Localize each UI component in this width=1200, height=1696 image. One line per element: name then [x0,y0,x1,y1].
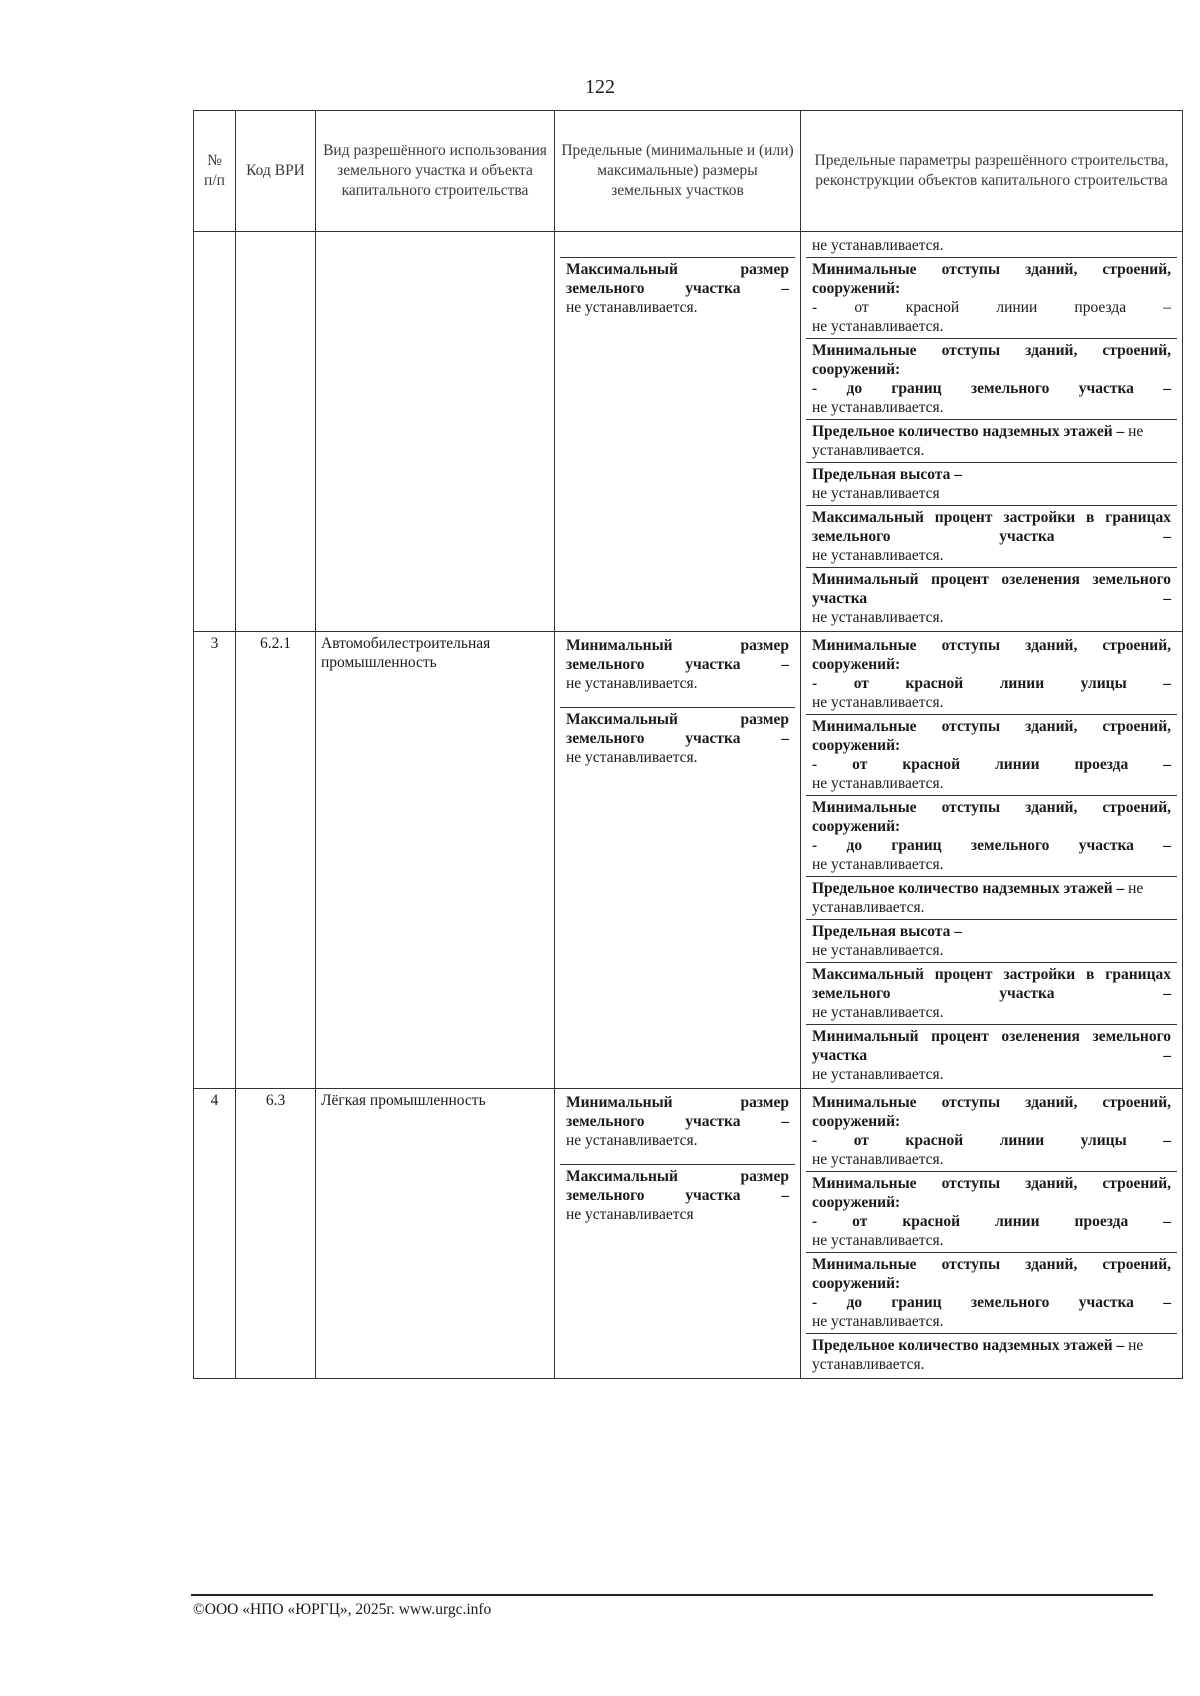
param-item: Предельное количество надземных этажей – не устанавливается. [806,876,1177,919]
regulations-table [193,110,1183,1379]
cell-plot-size [555,232,801,632]
plot-size-max: Максимальный размер земельного участка – не устанавливается. [560,707,795,769]
cell-code: 6.3 [236,1089,316,1379]
param-item: Минимальные отступы зданий, строений, сооружений: - от красной линии проезда – не устанавливается. [806,714,1177,795]
cell-plot-size [555,1089,801,1379]
footer-divider [191,1594,1153,1596]
cell-number [194,232,236,632]
param-item: Максимальный процент застройки в границах земельного участка – не устанавливается. [806,505,1177,567]
cell-number: 4 [194,1089,236,1379]
param-item: Предельное количество надземных этажей – не устанавливается. [806,419,1177,462]
page-number: 122 [585,76,615,98]
cell-build-params [801,1089,1183,1379]
param-item: Минимальный процент озеленения земельного участка – не устанавливается. [806,1024,1177,1086]
param-item: Минимальные отступы зданий, строений, сооружений: - до границ земельного участка – не устанавливается. [806,795,1177,876]
cell-name: Лёгкая промышленность [316,1089,555,1379]
table-row [194,1089,1183,1379]
cell-number: 3 [194,632,236,1089]
param-item: Предельная высота – не устанавливается. [806,919,1177,962]
param-item: Предельное количество надземных этажей – не устанавливается. [806,1333,1177,1376]
cell-name [316,232,555,632]
header-code: Код ВРИ [236,111,316,232]
param-item: Минимальные отступы зданий, строений, сооружений: - до границ земельного участка – не устанавливается. [806,338,1177,419]
plot-size-max: Максимальный размер земельного участка – не устанавливается [560,1164,795,1226]
cell-build-params [801,632,1183,1089]
header-use-type: Вид разрешённого использования земельного участка и объекта капитального строительства [316,111,555,232]
cell-code: 6.2.1 [236,632,316,1089]
table-header-row [194,111,1183,232]
header-plot-size: Предельные (минимальные и (или) максимальные) размеры земельных участков [555,111,801,232]
param-item: Минимальные отступы зданий, строений, сооружений: - от красной линии улицы – не устанавливается. [812,1094,1171,1168]
plot-size-min: Минимальный размер земельного участка – не устанавливается. [566,637,789,692]
param-item: Минимальные отступы зданий, строений, сооружений: - от красной линии проезда – не устанавливается. [806,257,1177,338]
cell-name: Автомобилестроительная промышленность [316,632,555,1089]
plot-size-min: Минимальный размер земельного участка – не устанавливается. [566,1094,789,1149]
param-item: Минимальные отступы зданий, строений, сооружений: - от красной линии проезда – не устанавливается. [806,1171,1177,1252]
param-item: Максимальный процент застройки в границах земельного участка – не устанавливается. [806,962,1177,1024]
param-item: Предельная высота – не устанавливается [806,462,1177,505]
footer-copyright: ©ООО «НПО «ЮРГЦ», 2025г. www.urgc.info [193,1601,492,1618]
param-item: Минимальные отступы зданий, строений, сооружений: - от красной линии улицы – не устанавливается. [812,637,1171,711]
cell-plot-size [555,632,801,1089]
cell-code [236,232,316,632]
cell-build-params: не устанавливается. Минимальные отступы зданий, строений, сооружений: - от красной линии проезда – не устанавливается. Минимальные отступы зданий, строений, сооружений: - до границ земельного участка – не устанавливается. Предельное количество надземных этажей – не устанавливается. Предельная высота – не устанавливается Максимальный процент застройки в границах земельного участка – не устанавливается. Минимальный процент озеленения земельного участка – не устанавливается. [801,232,1183,632]
param-item: Минимальный процент озеленения земельного участка – не устанавливается. [806,567,1177,629]
header-build-params: Предельные параметры разрешённого строительства, реконструкции объектов капитального строительства [801,111,1183,232]
table-row [194,232,1183,632]
table-row [194,632,1183,1089]
plot-size-max: Максимальный размер земельного участка – не устанавливается. [560,257,795,319]
header-number: № п/п [194,111,236,232]
param-item: Минимальные отступы зданий, строений, сооружений: - до границ земельного участка – не устанавливается. [806,1252,1177,1333]
